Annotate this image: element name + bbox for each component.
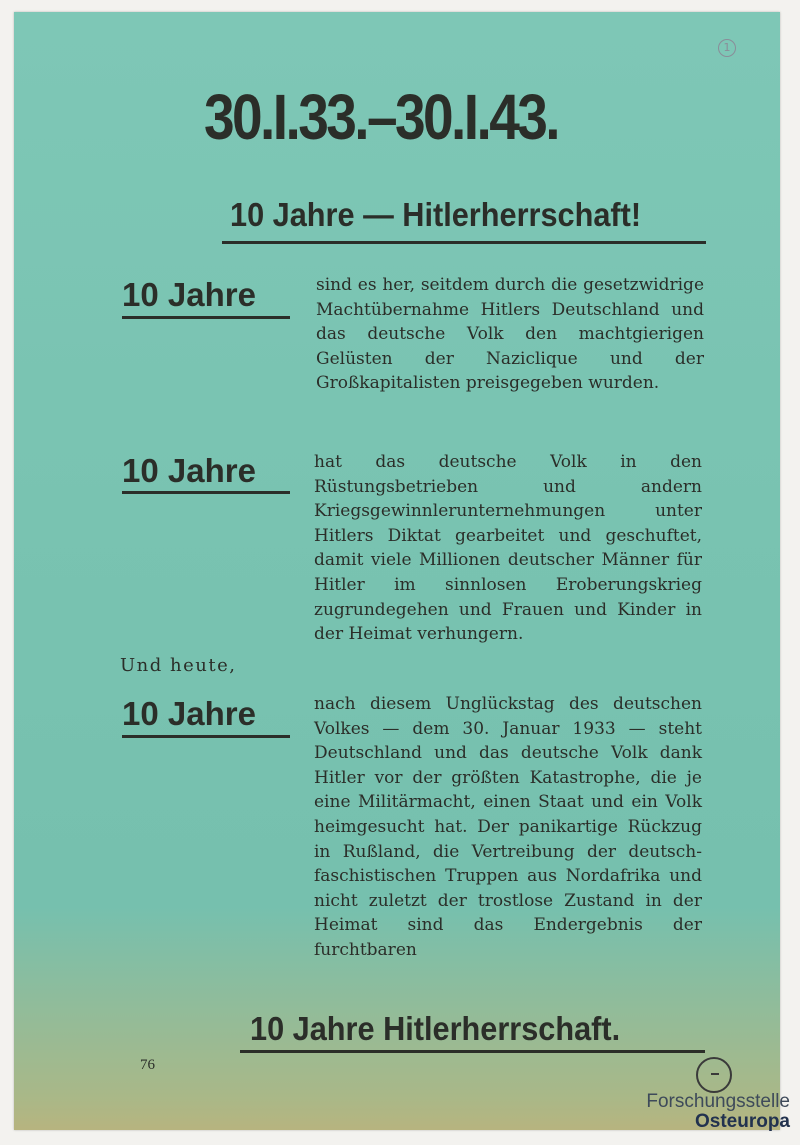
closing-line: 10 Jahre Hitlerherrschaft.: [250, 1010, 621, 1047]
section-2-underline: [122, 491, 290, 494]
date-heading: 30.I.33.–30.I.43.: [204, 81, 558, 153]
archive-watermark: [646, 1092, 790, 1132]
watermark-line-1: Forschungsstelle: [646, 1091, 790, 1112]
section-3-intro: Und heute,: [120, 655, 237, 676]
archive-stamp-icon: [696, 1057, 732, 1093]
watermark-line-2: Osteuropa: [694, 1111, 790, 1132]
section-3-label: 10 Jahre: [122, 695, 256, 732]
headline-underline: [222, 241, 706, 244]
section-1-text: sind es her, seitdem durch die gesetzwidrige Machtübernahme Hitlers Deutschland und das deutsche Volk den machtgierigen Gelüsten der Naziclique und der Großkapitalisten preisgegeben wurden.: [316, 275, 704, 394]
page-number: 76: [140, 1057, 155, 1073]
closing-underline: [240, 1050, 705, 1053]
section-2-text: hat das deutsche Volk in den Rüstungsbetrieben und andern Kriegsgewinnlerunternehmungen unter Hitlers Diktat gearbeitet und geschuftet, damit viele Millionen deutscher Männer für Hitler im sinnlosen Eroberungskrieg zugrundegehen und Frauen und Kinder in der Heimat verhungern.: [314, 452, 702, 645]
section-3-underline: [122, 735, 290, 738]
headline: 10 Jahre — Hitlerherrschaft!: [230, 196, 642, 233]
section-3-text: nach diesem Unglückstag des deutschen Volkes — dem 30. Januar 1933 — steht Deutschland und das deutsche Volk dank Hitler vor der größten Katastrophe, die je eine Militärmacht, einen Staat und ein Volk heimgesucht hat. Der panikartige Rückzug in Rußland, die Vertreibung der deutsch-faschistischen Truppen aus Nordafrika und nicht zuletzt der trostlose Zustand in der Heimat sind das Endergebnis der furchtbaren: [314, 694, 702, 960]
section-1-label: 10 Jahre: [122, 276, 256, 313]
section-1-underline: [122, 316, 290, 319]
archive-page-marker: 1: [718, 39, 736, 57]
section-2-label: 10 Jahre: [122, 452, 256, 489]
